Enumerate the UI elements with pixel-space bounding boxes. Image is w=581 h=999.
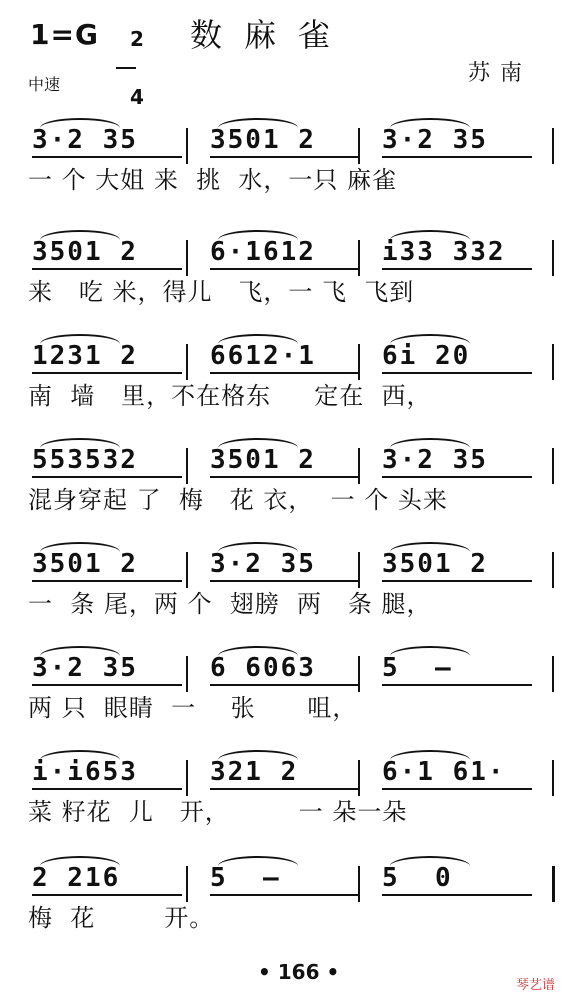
song-title: 数麻雀 (190, 16, 353, 54)
beam-underline (210, 894, 360, 896)
beam-underline (210, 580, 360, 582)
measure: 5 — (382, 653, 453, 683)
measure: 5 — (210, 863, 281, 893)
barline (552, 760, 554, 796)
beam-underline (210, 684, 360, 686)
beam-underline (210, 268, 360, 270)
beam-underline (32, 268, 182, 270)
barline (552, 552, 554, 588)
beam-underline (382, 684, 532, 686)
beam-underline (210, 372, 360, 374)
beam-underline (32, 684, 182, 686)
barline (186, 760, 188, 796)
beam-underline (382, 476, 532, 478)
measure: 3·2 35 (382, 445, 488, 475)
beam-underline (382, 580, 532, 582)
measure: 6·1 61· (382, 757, 506, 787)
score-line (28, 524, 558, 634)
barline (358, 760, 360, 796)
barline (186, 344, 188, 380)
lyric-line: 南 墙 里，不在格东 定在 西， (28, 382, 432, 410)
barline (552, 448, 554, 484)
barline (552, 866, 555, 902)
notation-row (28, 752, 558, 792)
barline (552, 240, 554, 276)
page-number: • 166 • (258, 960, 340, 984)
barline (552, 128, 554, 164)
beam-underline (382, 268, 532, 270)
beam-underline (382, 156, 532, 158)
score-line (28, 100, 558, 210)
score-line (28, 838, 558, 948)
score-line (28, 628, 558, 738)
notation-row (28, 120, 558, 160)
barline (358, 344, 360, 380)
barline (358, 240, 360, 276)
measure: 5 0 (382, 863, 453, 893)
notation-row (28, 440, 558, 480)
time-denominator: 4 (129, 85, 144, 109)
notation-row (28, 648, 558, 688)
barline (186, 866, 188, 902)
lyric-line: 一 条 尾，两 个 翅膀 两 条 腿， (28, 590, 432, 618)
barline (186, 656, 188, 692)
lyric-line: 来 吃 米，得儿 飞，一 飞 飞到 (28, 278, 415, 306)
score-line (28, 316, 558, 426)
notation-row (28, 336, 558, 376)
measure: 3501 2 (32, 549, 138, 579)
measure: 3·2 35 (32, 125, 138, 155)
measure: 1231 2 (32, 341, 138, 371)
measure: 3·2 35 (382, 125, 488, 155)
beam-underline (32, 788, 182, 790)
beam-underline (382, 372, 532, 374)
measure: i33 332 (382, 237, 506, 267)
measure: 3501 2 (210, 125, 316, 155)
tempo-marking: 中速 (28, 75, 61, 94)
measure: i·i653 (32, 757, 138, 787)
measure: 3501 2 (210, 445, 316, 475)
notation-row (28, 858, 558, 898)
beam-underline (382, 894, 532, 896)
barline (358, 128, 360, 164)
beam-underline (32, 372, 182, 374)
barline (186, 448, 188, 484)
measure: 321 2 (210, 757, 299, 787)
measure: 3501 2 (32, 237, 138, 267)
key-signature: 1=G (30, 18, 99, 51)
beam-underline (32, 894, 182, 896)
beam-underline (382, 788, 532, 790)
lyric-line: 梅 花 开。 (28, 904, 215, 932)
measure: 6 6063 (210, 653, 316, 683)
beam-underline (210, 788, 360, 790)
lyric-line: 混身穿起 了 梅 花 衣， 一 个 头来 (28, 486, 448, 514)
barline (358, 552, 360, 588)
notation-row (28, 232, 558, 272)
barline (186, 552, 188, 588)
beam-underline (210, 156, 360, 158)
beam-underline (32, 580, 182, 582)
beam-underline (32, 156, 182, 158)
watermark: 琴艺谱 (516, 978, 556, 993)
time-fraction-bar (116, 67, 136, 69)
barline (186, 240, 188, 276)
song-origin: 苏南 (468, 61, 533, 86)
time-numerator: 2 (129, 27, 144, 51)
beam-underline (210, 476, 360, 478)
measure: 2 216 (32, 863, 121, 893)
barline (552, 656, 554, 692)
lyric-line: 两 只 眼睛 一 张 咀， (28, 694, 358, 722)
beam-underline (32, 476, 182, 478)
measure: 6·1612 (210, 237, 316, 267)
measure: 6612·1 (210, 341, 316, 371)
barline (358, 656, 360, 692)
measure: 3501 2 (382, 549, 488, 579)
measure: 3·2 35 (210, 549, 316, 579)
measure: 3·2 35 (32, 653, 138, 683)
measure: 553532 (32, 445, 138, 475)
notation-row (28, 544, 558, 584)
barline (552, 344, 554, 380)
barline (358, 866, 360, 902)
barline (358, 448, 360, 484)
barline (186, 128, 188, 164)
score-line (28, 212, 558, 322)
measure: 6i 20 (382, 341, 471, 371)
score-line (28, 732, 558, 842)
lyric-line: 菜 籽花 儿 开， 一 朵一朵 (28, 798, 408, 826)
lyric-line: 一 个 大姐 来 挑 水，一只 麻雀 (28, 166, 398, 194)
time-signature (116, 12, 144, 109)
score-line (28, 420, 558, 530)
